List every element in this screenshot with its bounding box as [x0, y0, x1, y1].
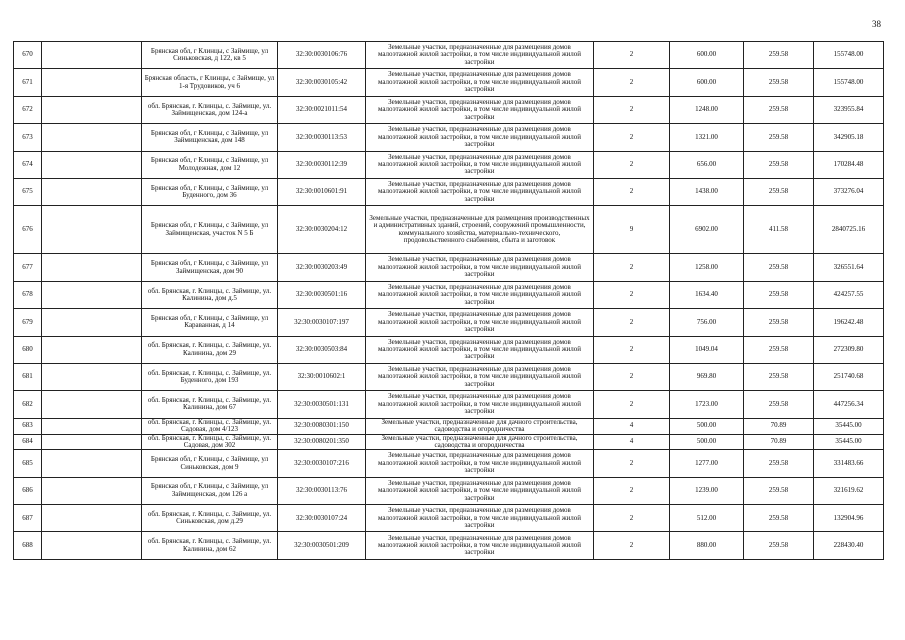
blank-cell	[42, 178, 142, 205]
table-row	[14, 254, 884, 281]
specific-value-cell: 259.58	[744, 42, 814, 69]
address-cell: обл. Брянская, г. Клинцы, с. Займище, ул. Буденного, дом 193	[142, 363, 278, 390]
row-number-cell: 673	[14, 124, 42, 151]
use-group-cell: 2	[594, 151, 670, 178]
area-cell: 880.00	[670, 532, 744, 559]
specific-value-cell: 411.58	[744, 206, 814, 254]
use-group-cell: 2	[594, 42, 670, 69]
table-row	[14, 418, 884, 434]
page-number: 38	[872, 19, 881, 29]
row-number-cell: 675	[14, 178, 42, 205]
land-use-cell: Земельные участки, предназначенные для размещения домов малоэтажной жилой застройки, в том числе индивидуальной жилой застройки	[366, 336, 594, 363]
area-cell: 969.80	[670, 363, 744, 390]
land-use-cell: Земельные участки, предназначенные для размещения производственных и административных зданий, строений, сооружений промышленности, коммунального хозяйства, материально-технического, продовольственного снабжения, сбыта и заготовок	[366, 206, 594, 254]
land-use-cell: Земельные участки, предназначенные для размещения домов малоэтажной жилой застройки, в том числе индивидуальной жилой застройки	[366, 505, 594, 532]
cadastral-value-cell: 251740.68	[814, 363, 884, 390]
row-number-cell: 682	[14, 391, 42, 418]
use-group-cell: 2	[594, 309, 670, 336]
cadastral-value-cell: 323955.84	[814, 96, 884, 123]
land-use-cell: Земельные участки, предназначенные для размещения домов малоэтажной жилой застройки, в том числе индивидуальной жилой застройки	[366, 42, 594, 69]
address-cell: обл. Брянская, г. Клинцы, с. Займище, ул. Синьковская, дом д.29	[142, 505, 278, 532]
cadastral-number-cell: 32:30:0010602:1	[278, 363, 366, 390]
row-number-cell: 672	[14, 96, 42, 123]
use-group-cell: 2	[594, 254, 670, 281]
cadastral-number-cell: 32:30:0030503:84	[278, 336, 366, 363]
address-cell: Брянская обл, г Клинцы, с Займище, ул Займищенская, дом 126 а	[142, 477, 278, 504]
land-use-cell: Земельные участки, предназначенные для размещения домов малоэтажной жилой застройки, в том числе индивидуальной жилой застройки	[366, 391, 594, 418]
cadastral-value-cell: 326551.64	[814, 254, 884, 281]
specific-value-cell: 259.58	[744, 281, 814, 308]
land-use-cell: Земельные участки, предназначенные для размещения домов малоэтажной жилой застройки, в том числе индивидуальной жилой застройки	[366, 309, 594, 336]
area-cell: 756.00	[670, 309, 744, 336]
address-cell: обл. Брянская, г. Клинцы, с. Займище, ул. Займищенская, дом 124-а	[142, 96, 278, 123]
cadastral-value-cell: 321619.62	[814, 477, 884, 504]
address-cell: Брянская обл, г Клинцы, с Займище, ул Займищенская, дом 148	[142, 124, 278, 151]
area-cell: 1239.00	[670, 477, 744, 504]
cadastral-value-cell: 2840725.16	[814, 206, 884, 254]
table-row	[14, 178, 884, 205]
cadastral-value-cell: 35445.00	[814, 434, 884, 450]
table-row	[14, 96, 884, 123]
blank-cell	[42, 391, 142, 418]
row-number-cell: 685	[14, 450, 42, 477]
cadastral-number-cell: 32:30:0030204:12	[278, 206, 366, 254]
blank-cell	[42, 477, 142, 504]
specific-value-cell: 259.58	[744, 477, 814, 504]
cadastral-number-cell: 32:30:0030106:76	[278, 42, 366, 69]
use-group-cell: 2	[594, 336, 670, 363]
land-use-cell: Земельные участки, предназначенные для дачного строительства, садоводства и огородничества	[366, 434, 594, 450]
land-use-cell: Земельные участки, предназначенные для размещения домов малоэтажной жилой застройки, в том числе индивидуальной жилой застройки	[366, 450, 594, 477]
cadastral-number-cell: 32:30:0030501:209	[278, 532, 366, 559]
cadastral-value-cell: 132904.96	[814, 505, 884, 532]
use-group-cell: 4	[594, 418, 670, 434]
table-row	[14, 309, 884, 336]
table-body	[14, 42, 884, 560]
row-number-cell: 681	[14, 363, 42, 390]
cadastral-value-cell: 331483.66	[814, 450, 884, 477]
cadastral-number-cell: 32:30:0030501:16	[278, 281, 366, 308]
blank-cell	[42, 309, 142, 336]
use-group-cell: 4	[594, 434, 670, 450]
area-cell: 500.00	[670, 418, 744, 434]
blank-cell	[42, 281, 142, 308]
table-row	[14, 391, 884, 418]
table-row	[14, 69, 884, 96]
row-number-cell: 679	[14, 309, 42, 336]
land-use-cell: Земельные участки, предназначенные для размещения домов малоэтажной жилой застройки, в том числе индивидуальной жилой застройки	[366, 363, 594, 390]
area-cell: 1438.00	[670, 178, 744, 205]
area-cell: 1258.00	[670, 254, 744, 281]
specific-value-cell: 259.58	[744, 124, 814, 151]
cadastral-value-cell: 170284.48	[814, 151, 884, 178]
land-use-cell: Земельные участки, предназначенные для размещения домов малоэтажной жилой застройки, в том числе индивидуальной жилой застройки	[366, 178, 594, 205]
cadastral-number-cell: 32:30:0030107:216	[278, 450, 366, 477]
specific-value-cell: 259.58	[744, 363, 814, 390]
cadastral-value-cell: 35445.00	[814, 418, 884, 434]
address-cell: Брянская область, г Клинцы, с Займище, ул 1-я Трудовиков, уч 6	[142, 69, 278, 96]
table-row	[14, 42, 884, 69]
specific-value-cell: 259.58	[744, 96, 814, 123]
address-cell: обл. Брянская, г. Клинцы, с. Займище, ул. Калинина, дом 62	[142, 532, 278, 559]
land-use-cell: Земельные участки, предназначенные для размещения домов малоэтажной жилой застройки, в том числе индивидуальной жилой застройки	[366, 254, 594, 281]
table-row	[14, 151, 884, 178]
cadastral-number-cell: 32:30:0030113:76	[278, 477, 366, 504]
row-number-cell: 670	[14, 42, 42, 69]
cadastral-value-cell: 196242.48	[814, 309, 884, 336]
cadastral-number-cell: 32:30:0030113:53	[278, 124, 366, 151]
row-number-cell: 687	[14, 505, 42, 532]
blank-cell	[42, 418, 142, 434]
use-group-cell: 2	[594, 505, 670, 532]
land-use-cell: Земельные участки, предназначенные для дачного строительства, садоводства и огородничества	[366, 418, 594, 434]
row-number-cell: 684	[14, 434, 42, 450]
specific-value-cell: 259.58	[744, 309, 814, 336]
row-number-cell: 678	[14, 281, 42, 308]
cadastral-value-cell: 272309.80	[814, 336, 884, 363]
blank-cell	[42, 505, 142, 532]
table-row	[14, 532, 884, 559]
blank-cell	[42, 206, 142, 254]
table-row	[14, 505, 884, 532]
row-number-cell: 671	[14, 69, 42, 96]
use-group-cell: 2	[594, 96, 670, 123]
address-cell: обл. Брянская, г. Клинцы, с. Займище, ул. Калинина, дом 67	[142, 391, 278, 418]
blank-cell	[42, 434, 142, 450]
row-number-cell: 683	[14, 418, 42, 434]
cadastral-number-cell: 32:30:0030112:39	[278, 151, 366, 178]
specific-value-cell: 259.58	[744, 178, 814, 205]
table-row	[14, 363, 884, 390]
row-number-cell: 676	[14, 206, 42, 254]
row-number-cell: 688	[14, 532, 42, 559]
specific-value-cell: 259.58	[744, 151, 814, 178]
blank-cell	[42, 363, 142, 390]
area-cell: 600.00	[670, 69, 744, 96]
use-group-cell: 2	[594, 450, 670, 477]
blank-cell	[42, 124, 142, 151]
table-row	[14, 336, 884, 363]
address-cell: обл. Брянская, г. Клинцы, с. Займище, ул. Калинина, дом 29	[142, 336, 278, 363]
use-group-cell: 2	[594, 532, 670, 559]
cadastral-value-cell: 447256.34	[814, 391, 884, 418]
table-row	[14, 434, 884, 450]
specific-value-cell: 259.58	[744, 391, 814, 418]
use-group-cell: 2	[594, 363, 670, 390]
land-use-cell: Земельные участки, предназначенные для размещения домов малоэтажной жилой застройки, в том числе индивидуальной жилой застройки	[366, 281, 594, 308]
row-number-cell: 674	[14, 151, 42, 178]
specific-value-cell: 259.58	[744, 450, 814, 477]
blank-cell	[42, 42, 142, 69]
table-row	[14, 206, 884, 254]
area-cell: 1634.40	[670, 281, 744, 308]
use-group-cell: 2	[594, 124, 670, 151]
area-cell: 1277.00	[670, 450, 744, 477]
land-use-cell: Земельные участки, предназначенные для размещения домов малоэтажной жилой застройки, в том числе индивидуальной жилой застройки	[366, 96, 594, 123]
blank-cell	[42, 96, 142, 123]
land-use-cell: Земельные участки, предназначенные для размещения домов малоэтажной жилой застройки, в том числе индивидуальной жилой застройки	[366, 532, 594, 559]
address-cell: обл. Брянская, г. Клинцы, с. Займище, ул. Калинина, дом д.5	[142, 281, 278, 308]
blank-cell	[42, 254, 142, 281]
cadastral-number-cell: 32:30:0080301:150	[278, 418, 366, 434]
use-group-cell: 2	[594, 477, 670, 504]
specific-value-cell: 259.58	[744, 254, 814, 281]
area-cell: 600.00	[670, 42, 744, 69]
address-cell: Брянская обл, г Клинцы, с Займище, ул Буденного, дом 36	[142, 178, 278, 205]
cadastral-number-cell: 32:30:0030107:24	[278, 505, 366, 532]
row-number-cell: 677	[14, 254, 42, 281]
cadastral-number-cell: 32:30:0010601:91	[278, 178, 366, 205]
cadastral-value-cell: 424257.55	[814, 281, 884, 308]
use-group-cell: 2	[594, 178, 670, 205]
land-use-cell: Земельные участки, предназначенные для размещения домов малоэтажной жилой застройки, в том числе индивидуальной жилой застройки	[366, 69, 594, 96]
cadastral-value-cell: 342905.18	[814, 124, 884, 151]
cadastral-value-cell: 155748.00	[814, 42, 884, 69]
specific-value-cell: 259.58	[744, 69, 814, 96]
blank-cell	[42, 69, 142, 96]
address-cell: Брянская обл, г Клинцы, с Займище, ул Караванная, д 14	[142, 309, 278, 336]
land-use-cell: Земельные участки, предназначенные для размещения домов малоэтажной жилой застройки, в том числе индивидуальной жилой застройки	[366, 477, 594, 504]
address-cell: Брянская обл, г Клинцы, с Займище, ул Синьковская, дом 9	[142, 450, 278, 477]
area-cell: 1049.04	[670, 336, 744, 363]
specific-value-cell: 259.58	[744, 505, 814, 532]
area-cell: 500.00	[670, 434, 744, 450]
address-cell: Брянская обл, г Клинцы, с Займище, ул Займищенская, участок N 5 Б	[142, 206, 278, 254]
blank-cell	[42, 336, 142, 363]
cadastral-number-cell: 32:30:0030107:197	[278, 309, 366, 336]
blank-cell	[42, 450, 142, 477]
cadastral-number-cell: 32:30:0030203:49	[278, 254, 366, 281]
area-cell: 656.00	[670, 151, 744, 178]
blank-cell	[42, 151, 142, 178]
cadastral-value-cell: 373276.04	[814, 178, 884, 205]
use-group-cell: 2	[594, 281, 670, 308]
table-row	[14, 281, 884, 308]
land-use-cell: Земельные участки, предназначенные для размещения домов малоэтажной жилой застройки, в том числе индивидуальной жилой застройки	[366, 124, 594, 151]
cadastral-number-cell: 32:30:0021011:54	[278, 96, 366, 123]
cadastral-number-cell: 32:30:0080201:350	[278, 434, 366, 450]
use-group-cell: 2	[594, 391, 670, 418]
table-row	[14, 124, 884, 151]
cadastral-number-cell: 32:30:0030105:42	[278, 69, 366, 96]
address-cell: Брянская обл, г Клинцы, с Займище, ул Займищенская, дом 90	[142, 254, 278, 281]
use-group-cell: 9	[594, 206, 670, 254]
specific-value-cell: 70.89	[744, 434, 814, 450]
cadastral-number-cell: 32:30:0030501:131	[278, 391, 366, 418]
row-number-cell: 680	[14, 336, 42, 363]
area-cell: 1248.00	[670, 96, 744, 123]
specific-value-cell: 259.58	[744, 532, 814, 559]
cadastral-value-cell: 228430.40	[814, 532, 884, 559]
table-row	[14, 477, 884, 504]
area-cell: 6902.00	[670, 206, 744, 254]
cadastral-value-cell: 155748.00	[814, 69, 884, 96]
specific-value-cell: 259.58	[744, 336, 814, 363]
specific-value-cell: 70.89	[744, 418, 814, 434]
row-number-cell: 686	[14, 477, 42, 504]
table-row	[14, 450, 884, 477]
land-use-cell: Земельные участки, предназначенные для размещения домов малоэтажной жилой застройки, в том числе индивидуальной жилой застройки	[366, 151, 594, 178]
blank-cell	[42, 532, 142, 559]
address-cell: Брянская обл, г Клинцы, с Займище, ул Молодежная, дом 12	[142, 151, 278, 178]
address-cell: Брянская обл, г Клинцы, с Займище, ул Синьковская, д 122, кв 5	[142, 42, 278, 69]
address-cell: обл. Брянская, г. Клинцы, с. Займище, ул. Садовая, дом 302	[142, 434, 278, 450]
use-group-cell: 2	[594, 69, 670, 96]
area-cell: 1321.00	[670, 124, 744, 151]
area-cell: 512.00	[670, 505, 744, 532]
address-cell: обл. Брянская, г. Клинцы, с. Займище, ул. Садовая, дом 4/123	[142, 418, 278, 434]
area-cell: 1723.00	[670, 391, 744, 418]
land-registry-table	[13, 41, 884, 560]
